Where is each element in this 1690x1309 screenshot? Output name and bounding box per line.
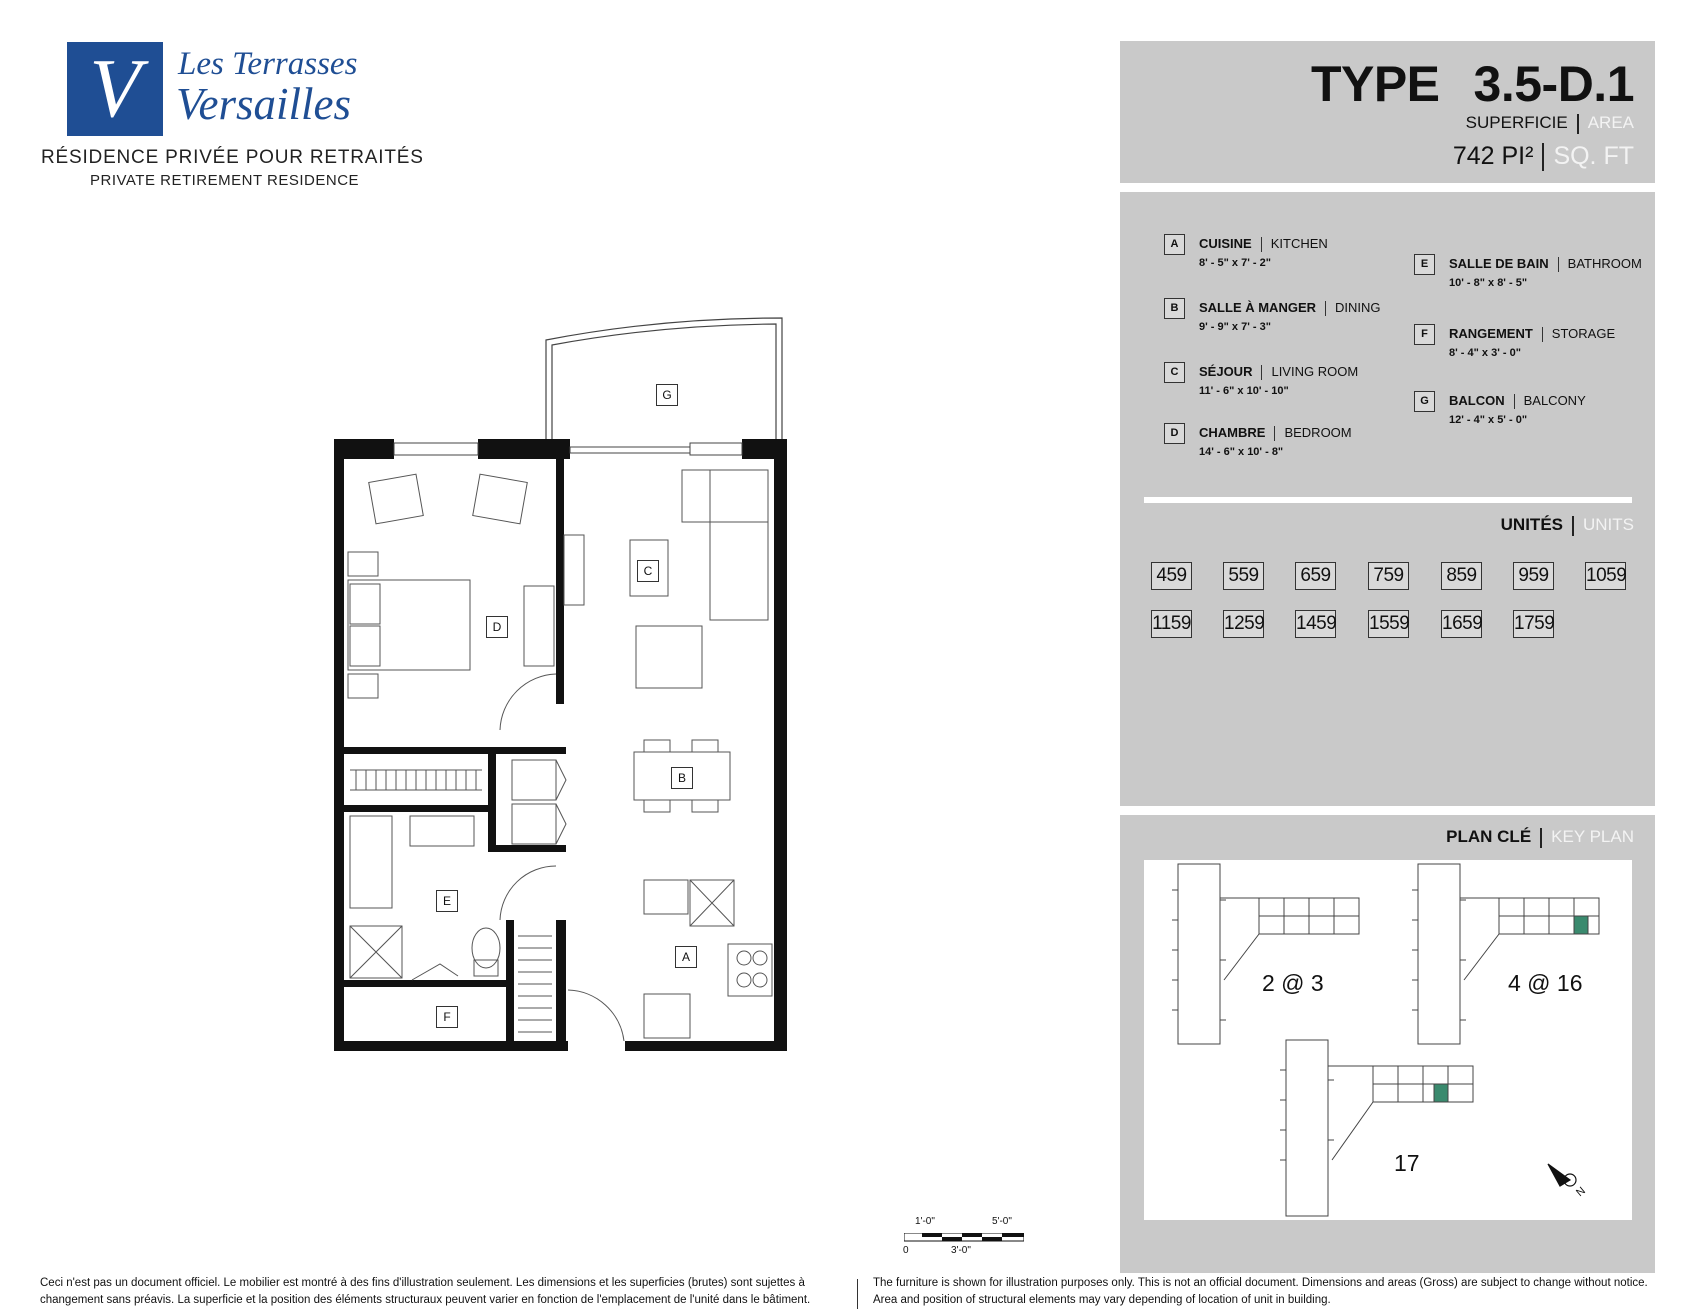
room-letter: G — [1414, 391, 1435, 412]
room-letter: E — [1414, 254, 1435, 275]
room-name-fr: CUISINE — [1199, 236, 1252, 251]
plan-label-c: C — [637, 560, 659, 582]
compass-icon — [1548, 1164, 1576, 1186]
room-dimensions: 9' - 9" x 7' - 3" — [1199, 321, 1271, 333]
room-name-fr: CHAMBRE — [1199, 425, 1266, 440]
area-label-en: AREA — [1587, 113, 1634, 132]
room-name-fr: BALCON — [1449, 393, 1505, 408]
key-plan-floor-label: 17 — [1394, 1150, 1420, 1176]
room-name-fr: SALLE DE BAIN — [1449, 256, 1549, 271]
unit-badge: 859 — [1441, 562, 1482, 590]
scale-label-5ft: 5'-0" — [992, 1216, 1012, 1227]
area-value-separator — [1542, 143, 1544, 171]
room-name-en: LIVING ROOM — [1271, 364, 1359, 379]
room-name-fr: SÉJOUR — [1199, 364, 1253, 379]
unit-badge: 1159 — [1151, 610, 1192, 638]
room-dimensions: 11' - 6" x 10' - 10" — [1199, 385, 1289, 397]
scale-bar — [904, 1230, 1024, 1240]
room-name-en: BALCONY — [1523, 393, 1586, 408]
room-name-separator — [1261, 365, 1262, 380]
area-label-fr: SUPERFICIE — [1465, 113, 1568, 132]
plan-label-d: D — [486, 616, 508, 638]
room-name-separator — [1325, 301, 1326, 316]
plan-label-f: F — [436, 1006, 458, 1028]
room-letter: B — [1164, 298, 1185, 319]
tagline-en: PRIVATE RETIREMENT RESIDENCE — [90, 172, 360, 189]
room-name-fr: RANGEMENT — [1449, 326, 1533, 341]
compass-letter: N — [1574, 1184, 1588, 1200]
room-dimensions: 12' - 4" x 5' - 0" — [1449, 414, 1528, 426]
key-plan-heading — [1446, 827, 1634, 848]
area-value-row — [1453, 142, 1634, 171]
key-plan-label-fr: PLAN CLÉ — [1446, 827, 1532, 846]
logo-monogram: V — [89, 42, 141, 135]
disclaimer-en: The furniture is shown for illustration purposes only. This is not an official document. Dimensions and areas (Gross) are subject to change without notice. Area and position of structural elements may vary depending of location of unit in building. — [873, 1277, 1648, 1306]
scale-label-0: 0 — [903, 1245, 909, 1256]
unit-badge: 1459 — [1295, 610, 1336, 638]
unit-badge: 1259 — [1223, 610, 1264, 638]
units-label-separator — [1572, 516, 1574, 536]
area-value: 742 PI² — [1452, 142, 1534, 170]
unit-badge: 1059 — [1585, 562, 1626, 590]
panel-divider — [1144, 497, 1632, 503]
key-plan-floor-label: 4 @ 16 — [1508, 970, 1583, 996]
unit-badge: 559 — [1223, 562, 1264, 590]
unit-badge: 759 — [1368, 562, 1409, 590]
tagline-fr: RÉSIDENCE PRIVÉE POUR RETRAITÉS — [41, 147, 424, 168]
room-name-separator — [1274, 426, 1275, 441]
floor-plan — [320, 310, 800, 1060]
plan-label-e: E — [436, 890, 458, 912]
room-dimensions: 10' - 8" x 8' - 5" — [1449, 277, 1528, 289]
key-plan-label-separator — [1540, 828, 1542, 848]
units-heading — [1501, 515, 1634, 536]
plan-label-g: G — [656, 384, 678, 406]
disclaimer-fr: Ceci n'est pas un document officiel. Le mobilier est montré à des fins d'illustration seulement. Les dimensions et les superficies (brutes) sont sujettes à changement sans préavis. La superficie et la position des éléments structuraux peuvent varier en fonction de l'emplacement de l'unité dans le bâtiment. — [40, 1277, 811, 1306]
unit-badge: 459 — [1151, 562, 1192, 590]
key-plan-label-en: KEY PLAN — [1551, 827, 1634, 846]
unit-badge: 1759 — [1513, 610, 1554, 638]
room-name-separator — [1514, 394, 1515, 409]
unit-badge: 659 — [1295, 562, 1336, 590]
units-label-en: UNITS — [1583, 515, 1634, 534]
room-name-en: DINING — [1335, 300, 1381, 315]
room-dimensions: 8' - 5" x 7' - 2" — [1199, 257, 1271, 269]
logo-line2: Versailles — [176, 79, 351, 129]
room-name-separator — [1558, 257, 1559, 272]
unit-badge: 1559 — [1368, 610, 1409, 638]
room-letter: C — [1164, 362, 1185, 383]
plan-label-b: B — [671, 767, 693, 789]
room-name-en: STORAGE — [1551, 326, 1616, 341]
unit-badge: 959 — [1513, 562, 1554, 590]
scale-bar-graphic — [904, 1233, 1024, 1243]
area-label-row — [1466, 113, 1634, 134]
type-code: 3.5-D.1 — [1473, 56, 1634, 112]
scale-label-3ft: 3'-0" — [951, 1245, 971, 1256]
room-name-separator — [1542, 327, 1543, 342]
units-label-fr: UNITÉS — [1500, 515, 1563, 534]
unit-badge: 1659 — [1441, 610, 1482, 638]
room-letter: F — [1414, 324, 1435, 345]
room-dimensions: 14' - 6" x 10' - 8" — [1199, 446, 1284, 458]
room-name-fr: SALLE À MANGER — [1199, 300, 1316, 315]
logo-line1: Les Terrasses — [178, 46, 358, 82]
room-name-en: BEDROOM — [1284, 425, 1352, 440]
disclaimer-separator — [857, 1279, 858, 1309]
scale-label-1ft: 1'-0" — [915, 1216, 935, 1227]
key-plan-drawing — [1144, 860, 1632, 1220]
type-label: TYPE — [1310, 56, 1440, 112]
plan-label-a: A — [675, 946, 697, 968]
key-plan-floor-label: 2 @ 3 — [1262, 970, 1324, 996]
type-title — [1311, 55, 1634, 113]
room-name-en: BATHROOM — [1567, 256, 1642, 271]
room-dimensions: 8' - 4" x 3' - 0" — [1449, 347, 1521, 359]
area-label-separator — [1577, 114, 1579, 134]
room-letter: D — [1164, 423, 1185, 444]
room-name-en: KITCHEN — [1270, 236, 1328, 251]
area-unit-en: SQ. FT — [1553, 142, 1634, 170]
room-name-separator — [1261, 237, 1262, 252]
room-letter: A — [1164, 234, 1185, 255]
